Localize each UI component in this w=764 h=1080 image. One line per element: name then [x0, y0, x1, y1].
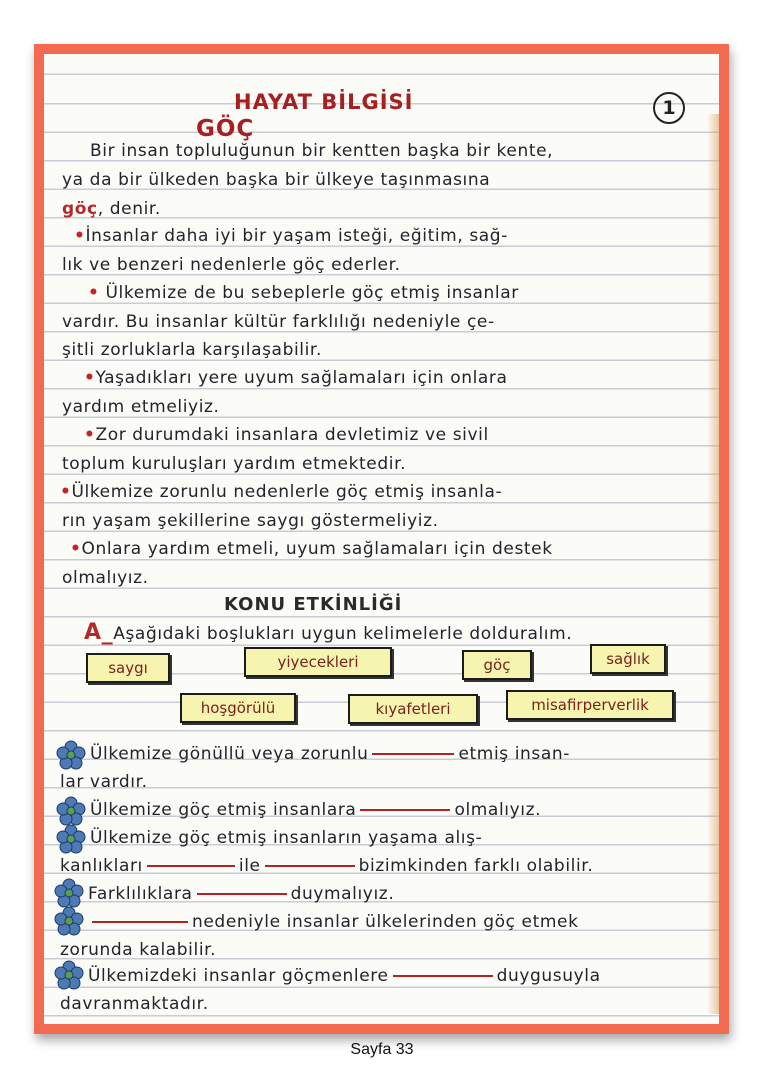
- text-line: olmalıyız.: [62, 568, 149, 588]
- exercise-text: bizimkinden farklı olabilir.: [358, 856, 594, 876]
- bullet-dot: •: [60, 482, 72, 502]
- exercise-text: olmalıyız.: [454, 800, 542, 820]
- answer-blank: [197, 893, 287, 895]
- keyword-goc: göç: [62, 199, 98, 219]
- exercise-text: duymalıyız.: [290, 884, 395, 904]
- flower-icon: [54, 906, 84, 936]
- word-box: hoşgörülü: [180, 693, 296, 723]
- exercise-line: [90, 744, 570, 764]
- bullet-dot: •: [70, 539, 82, 559]
- word-box: sağlık: [590, 644, 666, 674]
- flower-icon: [56, 796, 86, 826]
- exercise-text: nedeniyle insanlar ülkelerinden göç etmek: [192, 912, 579, 932]
- bullet-dot: •: [84, 368, 96, 388]
- text-line: [70, 539, 553, 559]
- activity-instruction: Aşağıdaki boşlukları uygun kelimelerle dolduralım.: [113, 624, 573, 644]
- bullet-dot: •: [88, 283, 100, 303]
- exercise-text: etmiş insan-: [458, 744, 571, 764]
- page-frame: [34, 44, 729, 1034]
- text-line: [84, 368, 508, 388]
- answer-blank: [372, 753, 454, 755]
- page-edge-shadow: [707, 114, 719, 1014]
- exercise-text: ile: [238, 856, 261, 876]
- exercise-line: [88, 884, 394, 904]
- answer-blank: [393, 975, 493, 977]
- exercise-text: kanlıkları: [60, 856, 143, 876]
- text-fragment: Ülkemize zorunlu nedenlerle göç etmiş insanla-: [71, 482, 503, 502]
- exercise-line: [90, 800, 541, 820]
- text-line: ya da bir ülkeden başka bir ülkeye taşınmasına: [62, 170, 491, 190]
- text-fragment: , denir.: [97, 199, 161, 219]
- text-line: lık ve benzeri nedenlerle göç ederler.: [62, 255, 401, 275]
- activity-instruction-line: A_Aşağıdaki boşlukları uygun kelimelerle dolduralım.: [84, 620, 573, 645]
- exercise-line: zorunda kalabilir.: [60, 940, 217, 960]
- page-footer: Sayfa 33: [350, 1041, 414, 1058]
- flower-icon: [54, 878, 84, 908]
- text-line: şitli zorluklarla karşılaşabilir.: [62, 340, 322, 360]
- bullet-dot: •: [74, 226, 86, 246]
- answer-blank: [360, 809, 450, 811]
- exercise-text: Ülkemize gönüllü veya zorunlu: [90, 744, 369, 764]
- exercise-line: [88, 912, 579, 932]
- subject-title: HAYAT BİLGİSİ: [234, 90, 414, 114]
- exercise-text: duygusuyla: [496, 966, 601, 986]
- text-line: vardır. Bu insanlar kültür farklılığı nedeniyle çe-: [62, 312, 495, 332]
- section-label: A: [84, 620, 102, 645]
- notebook-page: [44, 54, 719, 1024]
- flower-icon: [56, 824, 86, 854]
- text-fragment: Ülkemize de bu sebeplerle göç etmiş insanlar: [105, 283, 519, 303]
- exercise-text: Farklılıklara: [88, 884, 193, 904]
- text-line: [74, 226, 508, 246]
- answer-blank: [92, 921, 188, 923]
- word-box: saygı: [86, 653, 170, 683]
- exercise-text: Ülkemizdeki insanlar göçmenlere: [88, 966, 389, 986]
- text-line: Bir insan topluluğunun bir kentten başka bir kente,: [90, 141, 554, 161]
- text-line: [62, 199, 161, 219]
- text-line: [84, 425, 489, 445]
- word-box: yiyecekleri: [244, 647, 392, 677]
- word-box: göç: [462, 650, 532, 680]
- text-line: [60, 482, 502, 502]
- text-line: [88, 283, 519, 303]
- text-line: rın yaşam şekillerine saygı göstermeliyiz.: [62, 511, 439, 531]
- topic-title: GÖÇ: [196, 116, 255, 142]
- word-box: kıyafetleri: [348, 694, 478, 724]
- text-fragment: Zor durumdaki insanlara devletimiz ve sivil: [95, 425, 489, 445]
- text-fragment: İnsanlar daha iyi bir yaşam isteği, eğitim, sağ-: [85, 226, 508, 246]
- text-fragment: Yaşadıkları yere uyum sağlamaları için onlara: [95, 368, 508, 388]
- exercise-line: [88, 966, 601, 986]
- flower-icon: [54, 960, 84, 990]
- flower-icon: [56, 740, 86, 770]
- text-line: yardım etmeliyiz.: [62, 397, 220, 417]
- answer-blank: [265, 865, 355, 867]
- exercise-line: lar vardır.: [60, 772, 148, 792]
- word-box: misafirperverlik: [506, 690, 674, 720]
- page-number-badge: 1: [653, 92, 685, 124]
- exercise-line: [60, 856, 593, 876]
- activity-title: KONU ETKİNLİĞİ: [224, 594, 403, 615]
- bullet-dot: •: [84, 425, 96, 445]
- exercise-line: davranmaktadır.: [60, 994, 209, 1014]
- answer-blank: [147, 865, 235, 867]
- text-line: toplum kuruluşları yardım etmektedir.: [62, 454, 407, 474]
- exercise-line: Ülkemize göç etmiş insanların yaşama alış-: [90, 828, 483, 848]
- exercise-text: Ülkemize göç etmiş insanlara: [90, 800, 357, 820]
- text-fragment: Onlara yardım etmeli, uyum sağlamaları için destek: [81, 539, 553, 559]
